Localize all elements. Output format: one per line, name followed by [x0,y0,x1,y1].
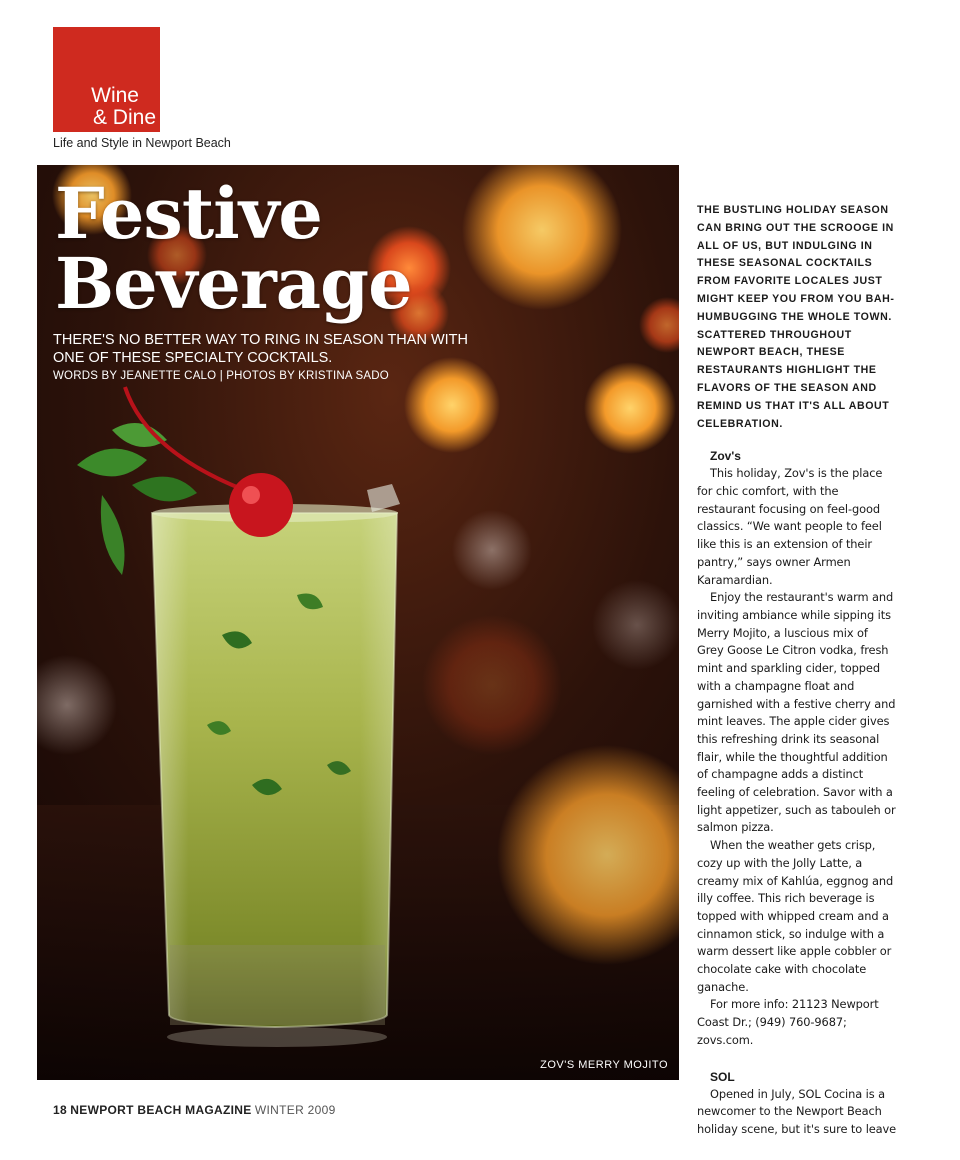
section-tagline: Life and Style in Newport Beach [53,136,231,150]
section-sol [697,1068,897,1139]
section-heading-sol: SOL [710,1069,735,1084]
section-zovs [697,447,897,1049]
logo-line-2: & Dine [92,106,156,129]
paragraph: This holiday, Zov's is the place for chic comfort, with the restaurant focusing on feel-good classics. “We want people to feel like this is an extension of their pantry,” says owner Armen Karamardian. [697,466,883,587]
cocktail-photo [37,165,679,1080]
logo-line-1: Wine [91,84,139,107]
dek-line-1: THERE'S NO BETTER WAY TO RING IN SEASON THAN WITH [53,332,468,348]
headline-line-1: Festive [55,172,322,255]
page-number: 18 [53,1103,67,1117]
article-dek [53,331,493,367]
article-lede: THE BUSTLING HOLIDAY SEASON CAN BRING OUT THE SCROOGE IN ALL OF US, BUT INDULGING IN THESE SEASONAL COCKTAILS FROM FAVORITE LOCALES JUST MIGHT KEEP YOU FROM YOU BAH-HUMBUGGING THE WHOLE TOWN. SCATTERED THROUGHOUT NEWPORT BEACH, THESE RESTAURANTS HIGHLIGHT THE FLAVORS OF THE SEASON AND REMIND US THAT IT'S ALL ABOUT CELEBRATION. [697,204,895,430]
section-heading-zovs: Zov's [710,449,741,464]
photo-caption: ZOV'S MERRY MOJITO [540,1059,668,1071]
article-byline: WORDS BY JEANETTE CALO | PHOTOS BY KRISTINA SADO [53,370,389,382]
paragraph: Opened in July, SOL Cocina is a newcomer to the Newport Beach holiday scene, but it's sure to leave [697,1086,897,1136]
wine-and-dine-logo [53,27,160,132]
article-text-column [697,202,897,1139]
issue-date: WINTER 2009 [254,1103,336,1117]
dek-line-2: ONE OF THESE SPECIALTY COCKTAILS. [53,350,333,366]
article-headline [55,172,412,325]
paragraph: For more info: 21123 Newport Coast Dr.; (949) 760-9687; zovs.com. [697,997,879,1047]
publication-name: NEWPORT BEACH MAGAZINE [70,1103,252,1117]
paragraph: Enjoy the restaurant's warm and inviting ambiance while sipping its Merry Mojito, a luscious mix of Grey Goose Le Citron vodka, fresh mint and sparkling cider, topped with a champagne float and garnished with a festive cherry and mint leaves. The apple cider gives this refreshing drink its seasonal flair, while the thoughtful addition of champagne adds a distinct feeling of celebration. Savor with a light appetizer, such as tabouleh or salmon pizza. [697,590,896,835]
paragraph: When the weather gets crisp, cozy up with the Jolly Latte, a creamy mix of Kahlúa, eggnog and illy coffee. This rich beverage is topped with whipped cream and a cinnamon stick, so indulge with a warm dessert like apple cobbler or chocolate cake with chocolate ganache. [697,838,894,994]
headline-line-2: Beverage [55,242,412,325]
page-footer [53,1103,336,1117]
